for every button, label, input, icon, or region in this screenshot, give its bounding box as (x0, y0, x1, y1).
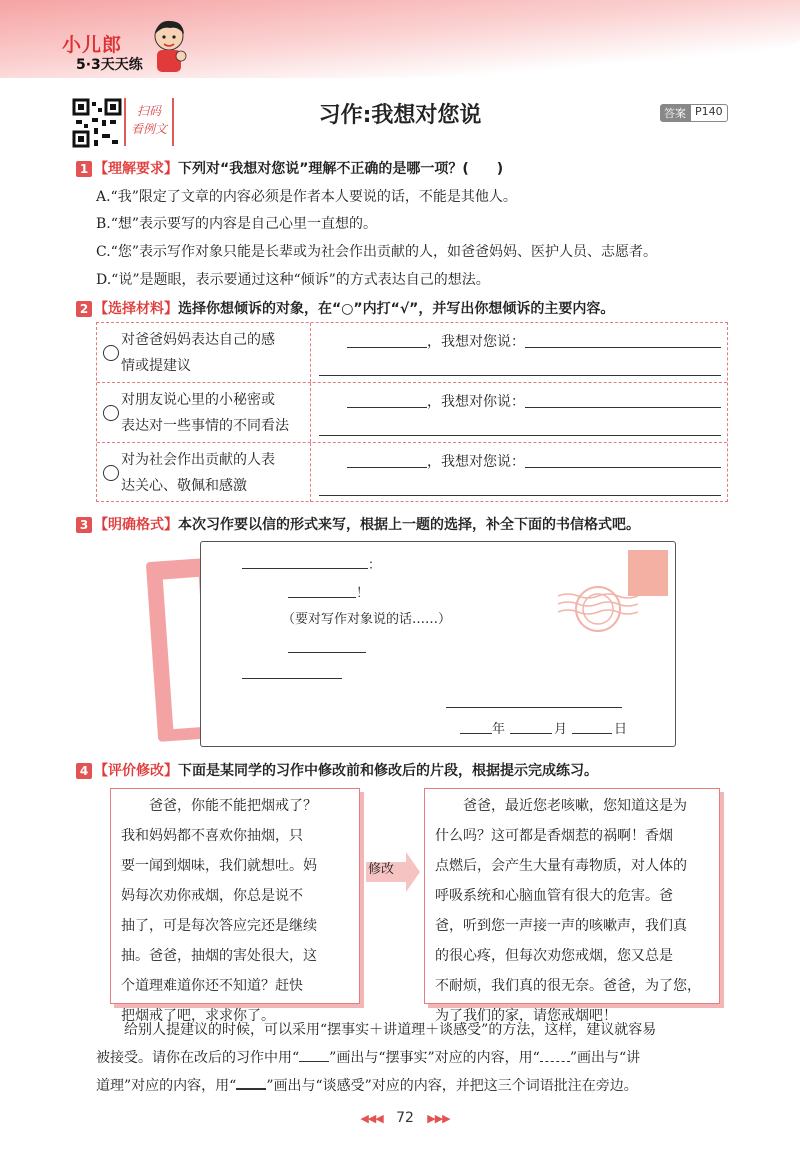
choice-circle[interactable] (103, 405, 119, 421)
body-hint: （要对写作对象说的话……） (282, 612, 452, 627)
instruction-text: ”画出与“讲 (569, 1050, 641, 1066)
after-line: 为了我们的家，请您戒烟吧！ (435, 1008, 617, 1024)
choice-circle[interactable] (103, 465, 119, 481)
day-label: 日 (614, 722, 628, 737)
answer-blank[interactable] (347, 467, 427, 468)
instruction-text: 被接受。请你在改后的习作中用“ (96, 1050, 300, 1066)
question-3 (76, 514, 640, 534)
say-label: ，我想对你说： (427, 394, 525, 410)
scan-label: 扫码 (136, 104, 161, 118)
choice-table (96, 322, 728, 502)
instruction-text: ”画出与“摆事实”对应的内容，用“ (329, 1050, 540, 1066)
table-cell-left (97, 323, 311, 382)
question-4 (76, 760, 598, 780)
answer-blank[interactable] (525, 347, 721, 348)
answer-label: 答案 (660, 104, 690, 122)
choice-circle[interactable] (103, 345, 119, 361)
after-line: 点燃后，会产生大量有毒物质，对人体的 (435, 858, 687, 874)
mascot-icon (148, 18, 190, 74)
after-line: 不耐烦，我们真的很无奈。爸爸，为了您， (435, 978, 701, 994)
question-number: 1 (76, 161, 92, 177)
after-line: 爸，听到您一声接一声的咳嗽声，我们真 (435, 918, 687, 934)
question-number: 2 (76, 301, 92, 317)
question-number: 3 (76, 517, 92, 533)
after-line: 什么吗？这可都是香烟惹的祸啊！香烟 (435, 828, 673, 844)
before-line: 妈每次劝你戒烟，你总是说不 (121, 888, 303, 904)
signature-blank[interactable] (446, 707, 622, 708)
wishes-blank[interactable] (242, 678, 342, 679)
question-number: 4 (76, 763, 92, 779)
choice-line-2: 情或提建议 (121, 358, 191, 374)
answer-blank[interactable] (525, 467, 721, 468)
next-arrows-icon: ▶▶▶ (427, 1112, 450, 1125)
before-line: 爸爸，你能不能把烟戒了？ (121, 798, 317, 814)
year-label: 年 (492, 722, 506, 737)
instruction-line-1: 给别人提建议的时候，可以采用“摆事实＋讲道理＋谈感受”的方法，这样，建议就容易 (96, 1022, 657, 1038)
page-number: 72 (396, 1110, 414, 1126)
question-text: 本次习作要以信的形式来写，根据上一题的选择，补全下面的书信格式吧。 (178, 517, 640, 533)
after-revision-box (424, 788, 720, 1024)
question-text: 下列对“我想对您说”理解不正确的是哪一项？( ) (178, 161, 504, 177)
answer-blank[interactable] (319, 375, 721, 376)
instruction-line-3 (96, 1072, 736, 1100)
answer-reference (660, 104, 728, 122)
table-row (97, 383, 727, 443)
question-2 (76, 298, 614, 318)
answer-blank[interactable] (319, 495, 721, 496)
option-a[interactable]: A.“我”限定了文章的内容必须是作者本人要说的话，不能是其他人。 (96, 189, 517, 205)
question-1 (76, 158, 503, 178)
page-number-footer (340, 1110, 470, 1126)
option-c[interactable]: C.“您”表示写作对象只能是长辈或为社会作出贡献的人，如爸爸妈妈、医护人员、志愿者。 (96, 244, 657, 260)
choice-line-1: 对朋友说心里的小秘密或 (121, 392, 275, 408)
thick-line-mark (236, 1076, 266, 1090)
year-blank[interactable] (460, 733, 492, 734)
closing-blank[interactable] (288, 652, 366, 653)
month-label: 月 (554, 722, 568, 737)
question-text: 下面是某同学的习作中修改前和修改后的片段，根据提示完成练习。 (178, 763, 598, 779)
option-d[interactable]: D.“说”是题眼，表示要通过这种“倾诉”的方式表达自己的想法。 (96, 272, 490, 288)
before-revision-box (110, 788, 360, 1024)
question-tag: 【评价修改】 (94, 763, 178, 779)
option-b[interactable]: B.“想”表示要写的内容是自己心里一直想的。 (96, 216, 378, 232)
answer-blank[interactable] (347, 407, 427, 408)
before-line: 要一闻到烟味，我们就想吐。妈 (121, 858, 317, 874)
after-line: 的很心疼，但每次劝您戒烟，您又总是 (435, 948, 673, 964)
straight-line-mark (299, 1048, 329, 1062)
salutation-colon: ： (368, 558, 382, 573)
page-title: 习作:我想对您说 (318, 103, 482, 128)
choice-line-2: 表达对一些事情的不同看法 (121, 418, 289, 434)
question-text: 选择你想倾诉的对象，在“○”内打“√”，并写出你想倾诉的主要内容。 (178, 301, 615, 317)
letter-template (200, 541, 676, 747)
say-label: ，我想对您说： (427, 454, 525, 470)
table-cell-left (97, 443, 311, 502)
choice-text (121, 387, 311, 439)
salutation-blank[interactable] (242, 568, 368, 569)
example-label: 看例文 (130, 122, 167, 136)
wavy-line-mark (540, 1048, 570, 1062)
instruction-text: 道理”对应的内容，用“ (96, 1078, 237, 1094)
table-cell-left (97, 383, 311, 442)
before-line: 抽了，可是每次答应完还是继续 (121, 918, 317, 934)
question-tag: 【选择材料】 (94, 301, 178, 317)
before-line: 个道理难道你还不知道？赶快 (121, 978, 303, 994)
choice-line-1: 对为社会作出贡献的人表 (121, 452, 275, 468)
instruction-paragraph (96, 1016, 736, 1100)
month-blank[interactable] (510, 733, 552, 734)
revise-label: 修改 (368, 862, 395, 877)
answer-page: P140 (690, 104, 728, 122)
after-line: 爸爸，最近您老咳嗽，您知道这是为 (435, 798, 687, 814)
scan-for-example (124, 98, 174, 146)
instruction-line-2 (96, 1044, 736, 1072)
postmark-icon (558, 574, 638, 644)
greeting-exclaim: ！ (356, 586, 370, 601)
greeting-blank[interactable] (288, 597, 356, 598)
table-row (97, 323, 727, 383)
table-row (97, 443, 727, 503)
before-line: 我和妈妈都不喜欢你抽烟，只 (121, 828, 303, 844)
choice-line-1: 对爸爸妈妈表达自己的感 (121, 332, 275, 348)
day-blank[interactable] (572, 733, 612, 734)
answer-blank[interactable] (319, 435, 721, 436)
series-name: 5·3天天练 (76, 57, 143, 73)
qr-code-icon[interactable] (72, 98, 122, 148)
instruction-text: ”画出与“谈感受”对应的内容，并把这三个词语批注在旁边。 (266, 1078, 638, 1094)
say-label: ，我想对您说： (427, 334, 525, 350)
choice-line-2: 达关心、敬佩和感激 (121, 478, 247, 494)
before-line: 抽。爸爸，抽烟的害处很大，这 (121, 948, 317, 964)
answer-blank[interactable] (525, 407, 721, 408)
choice-text (121, 327, 311, 379)
question-tag: 【理解要求】 (94, 161, 178, 177)
after-line: 呼吸系统和心脑血管有很大的危害。爸 (435, 888, 673, 904)
choice-text (121, 447, 311, 499)
before-line: 把烟戒了吧，求求你了。 (121, 1008, 275, 1024)
question-tag: 【明确格式】 (94, 517, 178, 533)
answer-blank[interactable] (347, 347, 427, 348)
prev-arrows-icon: ◀◀◀ (360, 1112, 383, 1125)
brand-name: 小儿郎 (62, 34, 123, 56)
